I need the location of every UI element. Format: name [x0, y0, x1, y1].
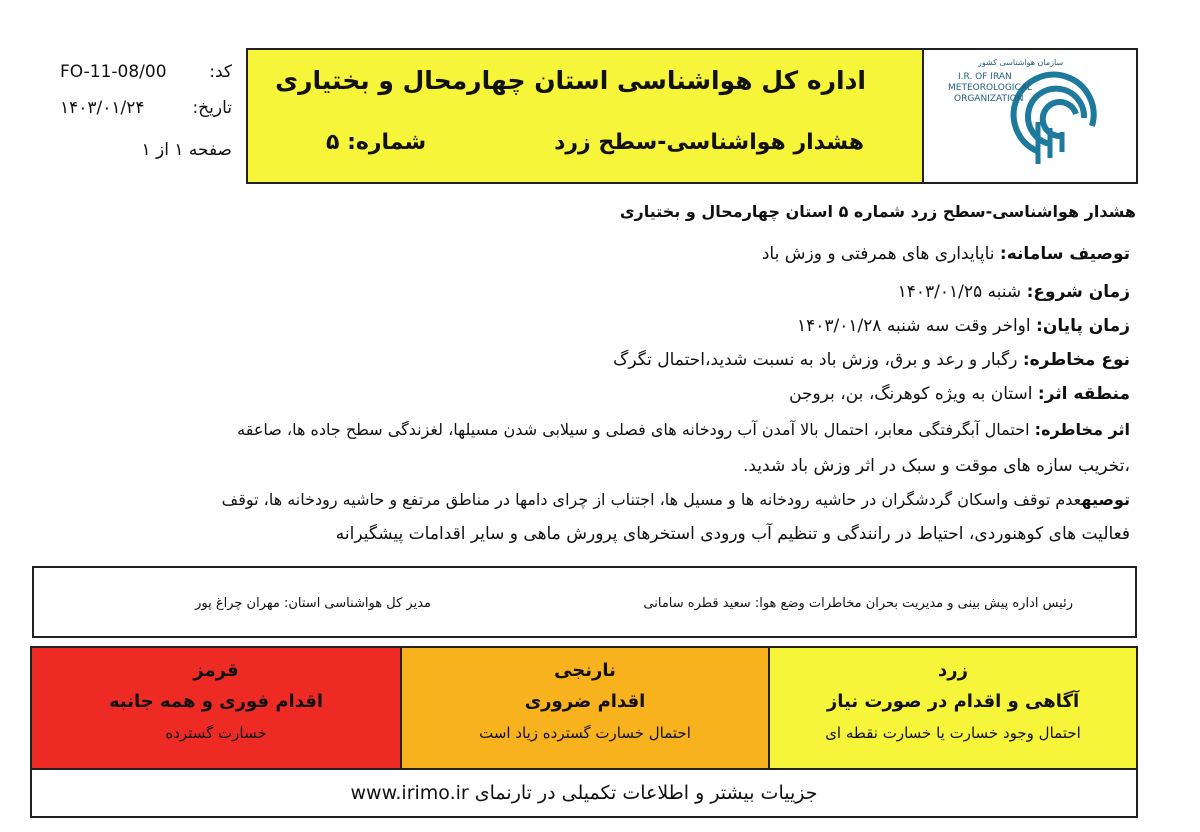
- level-yellow-action: آگاهی و اقدام در صورت نیاز: [826, 691, 1080, 712]
- effect-value-1: احتمال آبگرفتگی معابر، احتمال بالا آمدن آب رودخانه های فصلی و سیلابی شدن مسیلها، لغزندگی سطح جاده ها، صاعقه: [237, 420, 1030, 439]
- footer-website-note: جزییات بیشتر و اطلاعات تکمیلی در تارنمای www.irimo.ir: [32, 768, 1136, 816]
- hazard-line: [613, 350, 1130, 370]
- logo-text-en2: METEOROLOGICAL: [948, 83, 1032, 93]
- logo-text-fa: سازمان هواشناسی کشور: [978, 58, 1064, 67]
- level-red-desc: خسارت گسترده: [165, 724, 267, 742]
- start-value: شنبه ۱۴۰۳/۰۱/۲۵: [897, 282, 1022, 302]
- director-signature: [195, 596, 431, 611]
- end-value: اواخر وقت سه شنبه ۱۴۰۳/۰۱/۲۸: [796, 316, 1031, 336]
- page-title: اداره کل هواشناسی استان چهارمحال و بختیاری: [275, 66, 866, 95]
- warning-type: هشدار هواشناسی-سطح زرد: [554, 130, 864, 155]
- hazard-value: رگبار و رعد و برق، وزش باد به نسبت شدید،احتمال تگرگ: [613, 350, 1018, 370]
- title-box: [248, 50, 924, 182]
- system-line: [762, 244, 1130, 264]
- hazard-label: نوع مخاطره:: [1022, 350, 1130, 370]
- level-orange: [402, 648, 770, 768]
- headline: هشدار هواشناسی-سطح زرد شماره ۵ استان چهارمحال و بختیاری: [619, 202, 1136, 221]
- date-value: ۱۴۰۳/۰۱/۲۴: [60, 98, 145, 118]
- level-orange-desc: احتمال خسارت گسترده زیاد است: [479, 724, 691, 742]
- level-red-name: قرمز: [193, 660, 239, 681]
- level-yellow-name: زرد: [938, 660, 968, 681]
- logo-text-en1: I.R. OF IRAN: [958, 72, 1012, 82]
- head-name: سعید قطره سامانی: [643, 596, 751, 611]
- head-title: رئیس اداره پیش بینی و مدیریت بحران مخاطرات وضع هوا:: [754, 596, 1073, 611]
- advice-value-1: عدم توقف واسکان گردشگران در حاشیه رودخانه ها و مسیل ها، اجتناب از چرای دامها در مناطق مرتفع و حاشیه رودخانه ها، توقف: [221, 490, 1082, 509]
- level-yellow-desc: احتمال وجود خسارت یا خسارت نقطه ای: [825, 724, 1081, 742]
- end-label: زمان پایان:: [1036, 316, 1130, 336]
- level-orange-name: نارنجی: [554, 660, 616, 681]
- signatures-box: [32, 566, 1137, 638]
- page-count: صفحه ۱ از ۱: [141, 140, 232, 160]
- effect-label: اثر مخاطره:: [1034, 420, 1130, 439]
- level-yellow: [770, 648, 1136, 768]
- document-meta-box: [30, 48, 248, 184]
- logo-text-en3: ORGANIZATION: [954, 94, 1024, 104]
- system-label: توصیف سامانه:: [999, 244, 1130, 264]
- effect-line: [237, 420, 1130, 439]
- head-signature: [643, 596, 1073, 611]
- director-title: مدیر کل هواشناسی استان:: [283, 596, 431, 611]
- advice-line: [222, 490, 1130, 509]
- end-line: [797, 316, 1130, 336]
- level-orange-action: اقدام ضروری: [524, 691, 646, 712]
- area-line: [789, 384, 1130, 404]
- director-name: مهران چراغ پور: [195, 596, 280, 611]
- system-value: ناپایداری های همرفتی و وزش باد: [761, 244, 995, 264]
- area-value: استان به ویژه کوهرنگ، بن، بروجن: [789, 384, 1033, 404]
- code-label: کد:: [209, 62, 232, 82]
- start-line: [898, 282, 1130, 302]
- start-label: زمان شروع:: [1026, 282, 1130, 302]
- advice-value-2: فعالیت های کوهنوردی، احتیاط در رانندگی و تنظیم آب ورودی استخرهای پرورش ماهی و سایر اقدامات پیشگیرانه: [335, 524, 1130, 544]
- area-label: منطقه اثر:: [1037, 384, 1130, 404]
- logo-box: [924, 50, 1136, 182]
- effect-value-2: ،تخریب سازه های موقت و سبک در اثر وزش باد شدید.: [742, 456, 1130, 476]
- code-value: FO-11-08/00: [60, 62, 167, 82]
- date-label: تاریخ:: [192, 98, 232, 118]
- level-red-action: اقدام فوری و همه جانبه: [108, 691, 324, 712]
- level-red: [32, 648, 402, 768]
- warning-number: شماره: ۵: [326, 130, 427, 155]
- advice-label: توصیه: [1081, 490, 1130, 509]
